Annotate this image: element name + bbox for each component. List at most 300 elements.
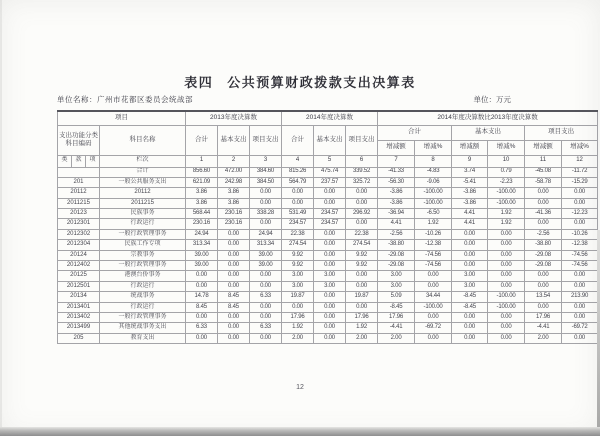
value-cell: 0.00: [415, 333, 452, 343]
value-cell: 0.00: [314, 292, 346, 302]
column-number: 2: [218, 155, 250, 167]
value-cell: 0.00: [314, 302, 346, 312]
value-cell: -3.86: [378, 198, 415, 208]
value-cell: 338.28: [250, 209, 282, 219]
value-cell: 2.00: [378, 333, 415, 343]
value-cell: 568.44: [186, 209, 218, 219]
value-cell: 3.00: [452, 281, 488, 291]
value-cell: 4.41: [452, 219, 488, 229]
value-cell: 0.00: [488, 240, 525, 250]
row-name: 民族工作专项: [100, 240, 186, 250]
value-cell: 0.00: [250, 188, 282, 198]
value-cell: -11.72: [562, 167, 598, 177]
value-cell: 0.00: [562, 271, 598, 281]
value-cell: 8.45: [186, 302, 218, 312]
value-cell: 4.41: [378, 219, 415, 229]
value-cell: -4.83: [415, 167, 452, 177]
value-cell: 0.00: [346, 281, 378, 291]
value-cell: 3.00: [378, 281, 415, 291]
value-cell: -10.26: [562, 229, 598, 239]
row-code: 20123: [58, 209, 100, 219]
value-cell: 3.00: [282, 271, 314, 281]
page-title: [0, 72, 600, 91]
unit-of-measure: 单位：万元: [473, 95, 511, 104]
value-cell: 6.33: [250, 323, 282, 333]
value-cell: 384.60: [250, 167, 282, 177]
table-row: [58, 229, 598, 239]
value-cell: 0.00: [250, 312, 282, 322]
row-code: 2012501: [58, 281, 100, 291]
row-code: 2012301: [58, 219, 100, 229]
table-row: [58, 198, 598, 208]
value-cell: 0.00: [562, 312, 598, 322]
value-cell: 3.86: [186, 188, 218, 198]
meta-line: [57, 94, 597, 106]
table-row: [58, 292, 598, 302]
value-cell: 296.92: [346, 209, 378, 219]
table-title: 公共预算财政拨款支出决算表: [227, 75, 416, 90]
value-cell: 3.86: [218, 188, 250, 198]
value-cell: 3.86: [218, 198, 250, 208]
header-group-2013: 2013年度决算数: [186, 111, 282, 125]
value-cell: -69.72: [562, 323, 598, 333]
scan-edge-left: [0, 0, 2, 436]
value-cell: 0.00: [186, 312, 218, 322]
header-2013-project: 项目支出: [250, 125, 282, 155]
value-cell: 0.00: [250, 333, 282, 343]
row-code: 20125: [58, 271, 100, 281]
value-cell: 0.00: [314, 198, 346, 208]
row-name: 2011215: [100, 198, 186, 208]
value-cell: 19.87: [282, 292, 314, 302]
value-cell: 17.96: [282, 312, 314, 322]
table-row: [58, 167, 598, 177]
row-code: 2012402: [58, 261, 100, 271]
row-code: 201: [58, 177, 100, 187]
row-name: 行政运行: [100, 302, 186, 312]
value-cell: 564.79: [282, 177, 314, 187]
header-code-item: 项: [86, 155, 100, 167]
header-function-code: 支出功能分类科目编码: [58, 125, 100, 155]
value-cell: -74.56: [562, 261, 598, 271]
row-name: 20112: [100, 188, 186, 198]
header-2014-total: 合计: [282, 125, 314, 155]
value-cell: 472.00: [218, 167, 250, 177]
value-cell: 24.94: [250, 229, 282, 239]
value-cell: 9.92: [282, 250, 314, 260]
value-cell: 234.57: [314, 209, 346, 219]
value-cell: 9.92: [346, 250, 378, 260]
value-cell: 0.00: [415, 271, 452, 281]
table-body: [58, 167, 598, 344]
value-cell: -2.56: [378, 229, 415, 239]
value-cell: 230.16: [218, 219, 250, 229]
value-cell: 0.00: [452, 240, 488, 250]
row-name: 行政运行: [100, 219, 186, 229]
value-cell: 0.00: [525, 219, 562, 229]
value-cell: 0.00: [314, 312, 346, 322]
value-cell: 39.00: [250, 250, 282, 260]
row-name: 统战事务: [100, 292, 186, 302]
value-cell: 17.96: [378, 312, 415, 322]
value-cell: 0.00: [488, 333, 525, 343]
value-cell: 274.54: [282, 240, 314, 250]
column-number: 3: [250, 155, 282, 167]
value-cell: 6.33: [250, 292, 282, 302]
value-cell: 9.92: [282, 261, 314, 271]
value-cell: -6.50: [415, 209, 452, 219]
value-cell: 0.00: [218, 281, 250, 291]
row-name: 教育支出: [100, 333, 186, 343]
row-code: 205: [58, 333, 100, 343]
value-cell: 4.41: [452, 209, 488, 219]
header-delta-percent: 增减%: [488, 140, 525, 155]
header-delta-percent: 增减%: [562, 140, 598, 155]
value-cell: 0.00: [218, 250, 250, 260]
value-cell: 17.96: [525, 312, 562, 322]
value-cell: 0.00: [218, 323, 250, 333]
value-cell: -12.38: [415, 240, 452, 250]
value-cell: 0.00: [452, 250, 488, 260]
value-cell: -3.86: [378, 188, 415, 198]
row-name: 民族事务: [100, 209, 186, 219]
column-number: 4: [282, 155, 314, 167]
value-cell: 3.00: [282, 281, 314, 291]
value-cell: -41.36: [525, 209, 562, 219]
value-cell: -4.41: [378, 323, 415, 333]
value-cell: 1.92: [282, 323, 314, 333]
value-cell: -29.08: [525, 250, 562, 260]
value-cell: 0.00: [488, 229, 525, 239]
value-cell: 0.00: [218, 240, 250, 250]
value-cell: 0.00: [488, 281, 525, 291]
value-cell: 0.00: [346, 219, 378, 229]
value-cell: 0.00: [346, 198, 378, 208]
value-cell: 856.60: [186, 167, 218, 177]
table-row: [58, 250, 598, 260]
value-cell: 9.92: [346, 261, 378, 271]
value-cell: 313.34: [250, 240, 282, 250]
value-cell: -74.56: [562, 250, 598, 260]
value-cell: 3.00: [452, 271, 488, 281]
value-cell: 2.00: [525, 333, 562, 343]
value-cell: 0.00: [282, 188, 314, 198]
header-compare-total: 合计: [378, 125, 452, 140]
value-cell: -38.80: [378, 240, 415, 250]
value-cell: 0.00: [314, 323, 346, 333]
header-group-2014: 2014年度决算数: [282, 111, 378, 125]
value-cell: 339.52: [346, 167, 378, 177]
value-cell: 17.96: [346, 312, 378, 322]
value-cell: 0.00: [525, 302, 562, 312]
table-row: [58, 177, 598, 187]
row-code: [58, 167, 100, 177]
value-cell: 234.57: [314, 219, 346, 229]
value-cell: 0.00: [346, 302, 378, 312]
value-cell: 6.33: [186, 323, 218, 333]
value-cell: 0.00: [218, 271, 250, 281]
header-subject-name: 科目名称: [100, 125, 186, 155]
value-cell: 3.86: [186, 198, 218, 208]
value-cell: -29.08: [378, 261, 415, 271]
value-cell: -2.23: [488, 177, 525, 187]
value-cell: -3.86: [452, 188, 488, 198]
value-cell: -100.00: [488, 198, 525, 208]
value-cell: 815.26: [282, 167, 314, 177]
page-number: 12: [296, 384, 304, 391]
row-code: 20134: [58, 292, 100, 302]
value-cell: 0.00: [346, 271, 378, 281]
row-code: 2012302: [58, 229, 100, 239]
value-cell: 0.00: [186, 271, 218, 281]
value-cell: 0.00: [250, 302, 282, 312]
column-number: 10: [488, 155, 525, 167]
value-cell: 475.74: [314, 167, 346, 177]
header-compare-basic: 基本支出: [452, 125, 525, 140]
value-cell: -3.86: [452, 198, 488, 208]
value-cell: 14.78: [186, 292, 218, 302]
value-cell: -29.08: [525, 261, 562, 271]
value-cell: -100.00: [415, 188, 452, 198]
value-cell: 0.00: [314, 240, 346, 250]
header-2014-basic: 基本支出: [314, 125, 346, 155]
row-name: 港澳台侨事务: [100, 271, 186, 281]
value-cell: -41.33: [378, 167, 415, 177]
value-cell: -12.23: [562, 209, 598, 219]
scan-edge-bottom: [0, 427, 600, 436]
value-cell: 0.00: [186, 281, 218, 291]
value-cell: 0.00: [562, 188, 598, 198]
table-row: [58, 240, 598, 250]
row-code: 2013499: [58, 323, 100, 333]
value-cell: 313.34: [186, 240, 218, 250]
table-row: [58, 188, 598, 198]
value-cell: 0.00: [488, 312, 525, 322]
value-cell: -8.45: [378, 302, 415, 312]
value-cell: 0.00: [218, 333, 250, 343]
value-cell: 0.00: [525, 281, 562, 291]
value-cell: 234.57: [282, 219, 314, 229]
value-cell: 1.92: [415, 219, 452, 229]
value-cell: 325.72: [346, 177, 378, 187]
value-cell: 0.00: [218, 261, 250, 271]
value-cell: -8.45: [452, 292, 488, 302]
value-cell: 230.16: [186, 219, 218, 229]
value-cell: -56.30: [378, 177, 415, 187]
value-cell: 1.92: [488, 209, 525, 219]
row-code: 2013402: [58, 312, 100, 322]
row-name: 合计: [100, 167, 186, 177]
value-cell: 0.00: [562, 333, 598, 343]
column-number: 11: [525, 155, 562, 167]
value-cell: 3.00: [314, 281, 346, 291]
value-cell: 39.00: [186, 261, 218, 271]
value-cell: 2.00: [282, 333, 314, 343]
value-cell: 0.00: [488, 271, 525, 281]
value-cell: 0.00: [488, 250, 525, 260]
header-delta-amount: 增减额: [452, 140, 488, 155]
value-cell: 0.00: [218, 312, 250, 322]
value-cell: 1.92: [488, 219, 525, 229]
value-cell: 0.00: [346, 188, 378, 198]
value-cell: -15.29: [562, 177, 598, 187]
row-name: 行政运行: [100, 281, 186, 291]
row-name: 宗教事务: [100, 250, 186, 260]
column-number: 8: [415, 155, 452, 167]
value-cell: 8.45: [218, 292, 250, 302]
value-cell: 0.00: [250, 198, 282, 208]
value-cell: 34.44: [415, 292, 452, 302]
unit-name: 单位名称：广州市花都区委员会统战部: [57, 95, 193, 104]
column-number: 1: [186, 155, 218, 167]
row-code: 20112: [58, 188, 100, 198]
value-cell: 0.00: [452, 261, 488, 271]
value-cell: 384.50: [250, 177, 282, 187]
value-cell: -36.94: [378, 209, 415, 219]
header-group-compare: 2014年度决算数比2013年度决算数: [378, 111, 598, 125]
value-cell: 237.57: [314, 177, 346, 187]
value-cell: -58.78: [525, 177, 562, 187]
value-cell: 39.00: [250, 261, 282, 271]
value-cell: 0.79: [488, 167, 525, 177]
header-2013-basic: 基本支出: [218, 125, 250, 155]
value-cell: 5.09: [378, 292, 415, 302]
value-cell: -100.00: [415, 302, 452, 312]
value-cell: 3.74: [452, 167, 488, 177]
final-accounts-table: [57, 110, 598, 344]
value-cell: 3.00: [378, 271, 415, 281]
value-cell: 0.00: [488, 323, 525, 333]
value-cell: -45.08: [525, 167, 562, 177]
value-cell: -10.26: [415, 229, 452, 239]
value-cell: -5.41: [452, 177, 488, 187]
value-cell: 1.92: [346, 323, 378, 333]
header-2014-project: 项目支出: [346, 125, 378, 155]
value-cell: 19.87: [346, 292, 378, 302]
column-number: 5: [314, 155, 346, 167]
value-cell: -100.00: [488, 302, 525, 312]
row-name: 一般行政管理事务: [100, 312, 186, 322]
header-code-section: 款: [72, 155, 86, 167]
table-row: [58, 333, 598, 343]
value-cell: -29.08: [378, 250, 415, 260]
value-cell: 0.00: [488, 261, 525, 271]
table-row: [58, 302, 598, 312]
value-cell: 0.00: [314, 250, 346, 260]
value-cell: 0.00: [314, 261, 346, 271]
column-number: 7: [378, 155, 415, 167]
value-cell: -100.00: [488, 188, 525, 198]
value-cell: -74.56: [415, 250, 452, 260]
table-number: 表四: [184, 75, 214, 90]
value-cell: 24.94: [186, 229, 218, 239]
value-cell: -69.72: [415, 323, 452, 333]
value-cell: 0.00: [250, 271, 282, 281]
column-number: 9: [452, 155, 488, 167]
value-cell: -9.06: [415, 177, 452, 187]
row-name: 一般行政管理事务: [100, 261, 186, 271]
value-cell: -100.00: [488, 292, 525, 302]
value-cell: -4.41: [525, 323, 562, 333]
value-cell: 2.00: [346, 333, 378, 343]
row-code: 2013401: [58, 302, 100, 312]
value-cell: 0.00: [186, 333, 218, 343]
value-cell: 22.38: [346, 229, 378, 239]
value-cell: 0.00: [282, 198, 314, 208]
value-cell: 3.00: [314, 271, 346, 281]
row-name: 其他统战事务支出: [100, 323, 186, 333]
value-cell: 0.00: [314, 229, 346, 239]
value-cell: 0.00: [452, 229, 488, 239]
header-compare-project: 项目支出: [525, 125, 598, 140]
value-cell: 0.00: [562, 281, 598, 291]
value-cell: -100.00: [415, 198, 452, 208]
value-cell: 0.00: [314, 333, 346, 343]
value-cell: 0.00: [562, 198, 598, 208]
value-cell: 39.00: [186, 250, 218, 260]
table-row: [58, 323, 598, 333]
value-cell: 0.00: [314, 188, 346, 198]
value-cell: -2.56: [525, 229, 562, 239]
value-cell: 0.00: [525, 271, 562, 281]
value-cell: 0.00: [452, 312, 488, 322]
value-cell: 22.38: [282, 229, 314, 239]
header-delta-amount: 增减额: [525, 140, 562, 155]
table-row: [58, 281, 598, 291]
value-cell: 0.00: [525, 188, 562, 198]
table-row: [58, 271, 598, 281]
header-column-index-label: 栏次: [100, 155, 186, 167]
column-number: 12: [562, 155, 598, 167]
column-number: 6: [346, 155, 378, 167]
row-code: 2011215: [58, 198, 100, 208]
value-cell: 0.00: [218, 229, 250, 239]
value-cell: -12.38: [562, 240, 598, 250]
value-cell: -74.56: [415, 261, 452, 271]
value-cell: 0.00: [452, 333, 488, 343]
value-cell: 8.45: [218, 302, 250, 312]
row-code: 20124: [58, 250, 100, 260]
value-cell: -8.45: [452, 302, 488, 312]
value-cell: 13.54: [525, 292, 562, 302]
value-cell: 0.00: [415, 312, 452, 322]
header-item: 项目: [58, 111, 186, 125]
table-row: [58, 261, 598, 271]
value-cell: 0.00: [250, 281, 282, 291]
value-cell: 242.98: [218, 177, 250, 187]
row-name: 一般公共服务支出: [100, 177, 186, 187]
value-cell: 531.49: [282, 209, 314, 219]
value-cell: 0.00: [282, 302, 314, 312]
value-cell: 0.00: [250, 219, 282, 229]
value-cell: 0.00: [415, 281, 452, 291]
value-cell: 0.00: [525, 198, 562, 208]
table-row: [58, 312, 598, 322]
header-delta-percent: 增减%: [415, 140, 452, 155]
value-cell: 274.54: [346, 240, 378, 250]
value-cell: 0.00: [562, 219, 598, 229]
table-row: [58, 209, 598, 219]
row-code: 2012304: [58, 240, 100, 250]
row-name: 一般行政管理事务: [100, 229, 186, 239]
table-row: [58, 219, 598, 229]
header-code-class: 类: [58, 155, 72, 167]
value-cell: 0.00: [562, 302, 598, 312]
value-cell: 213.90: [562, 292, 598, 302]
value-cell: 0.00: [452, 323, 488, 333]
value-cell: -38.80: [525, 240, 562, 250]
value-cell: 621.09: [186, 177, 218, 187]
